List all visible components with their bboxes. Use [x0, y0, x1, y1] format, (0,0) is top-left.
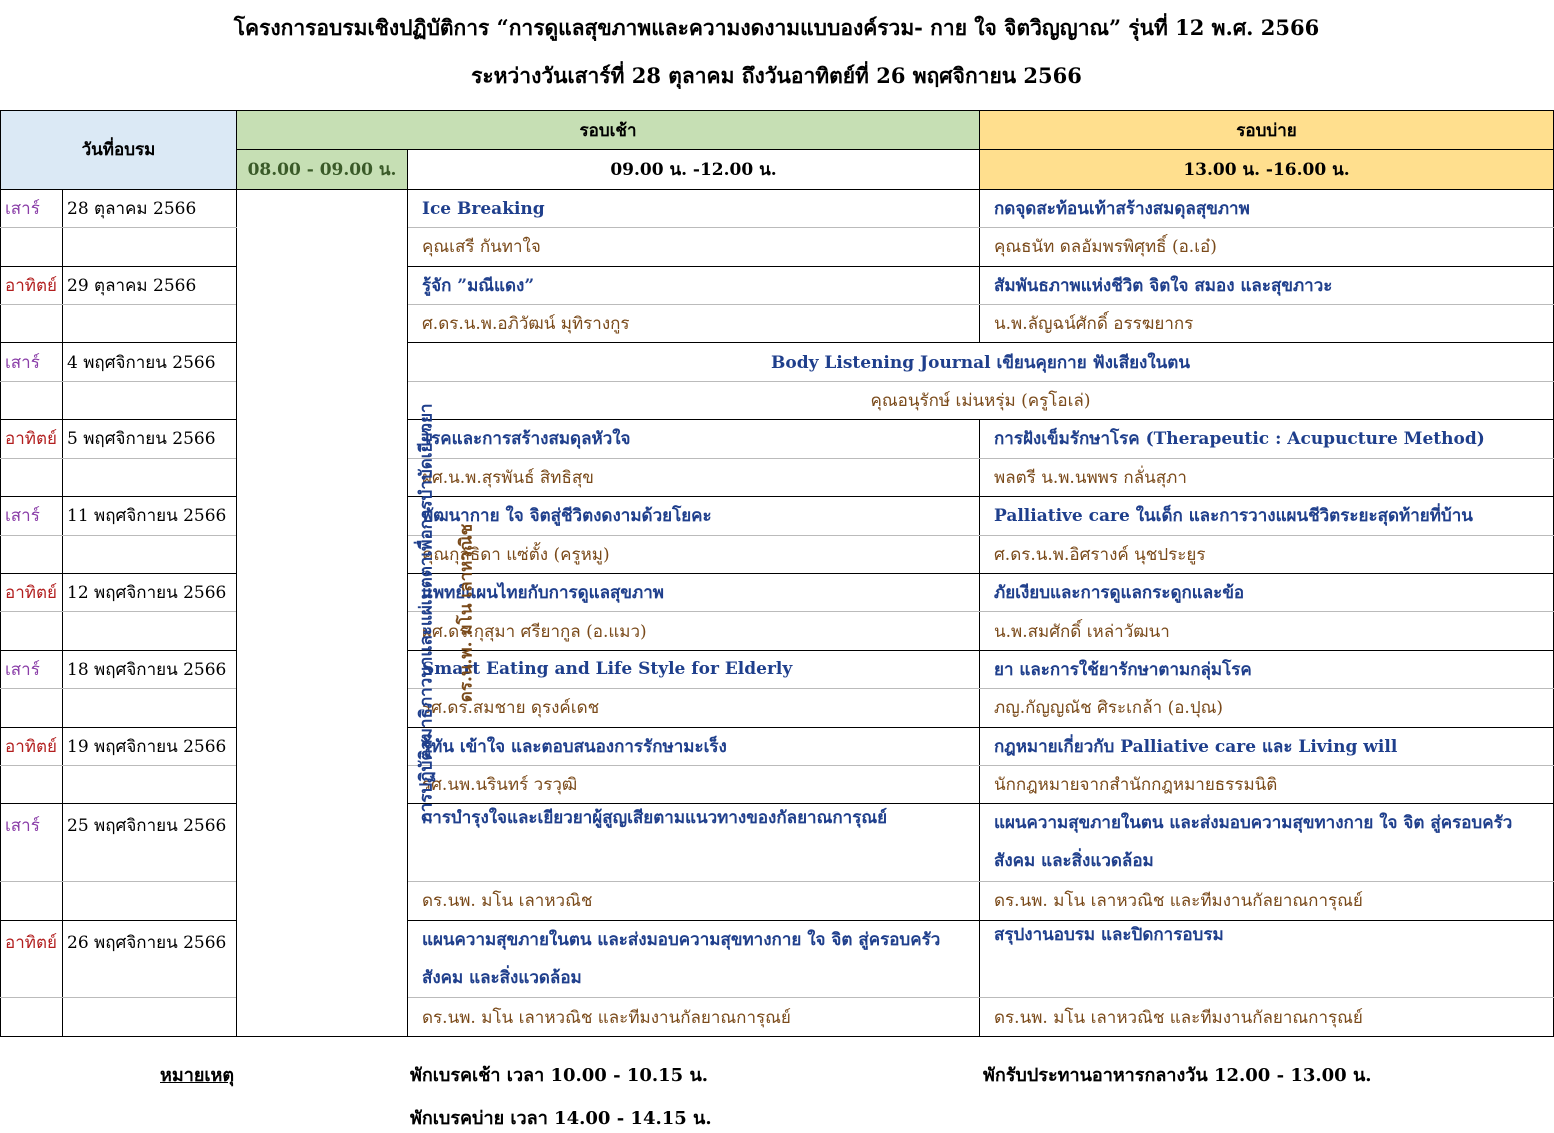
- morning-speaker: ผศ.ดร.กุสุมา ศรียากูล (อ.แมว): [408, 612, 980, 650]
- day-name: อาทิตย์: [1, 266, 63, 304]
- afternoon-speaker: คุณธนัท ดลอัมพรพิศุทธิ์ (อ.เอ๋): [980, 228, 1554, 266]
- note-break-morning: พักเบรคเช้า เวลา 10.00 - 10.15 น.: [410, 1065, 709, 1086]
- note-lunch: พักรับประทานอาหารกลางวัน 12.00 - 13.00 น.: [983, 1065, 1372, 1086]
- day-blank: [1, 998, 63, 1037]
- afternoon-topic: การฝังเข็มรักษาโรค (Therapeutic : Acupucture Method): [980, 420, 1554, 458]
- morning-topic: พัฒนากาย ใจ จิตสู่ชีวิตงดงามด้วยโยคะ: [408, 497, 980, 535]
- schedule-row: [1, 727, 1554, 765]
- afternoon-topic: สัมพันธภาพแห่งชีวิต จิตใจ สมอง และสุขภาวะ: [980, 266, 1554, 304]
- day-blank: [1, 535, 63, 573]
- morning-speaker: คุณเสรี กันทาใจ: [408, 228, 980, 266]
- day-blank: [1, 882, 63, 920]
- afternoon-topic: สรุปงานอบรม และปิดการอบรม: [980, 920, 1554, 998]
- day-date: 25 พฤศจิกายน 2566: [63, 804, 237, 882]
- header-date: วันที่อบรม: [1, 111, 237, 190]
- schedule-row-speaker: [1, 689, 1554, 727]
- meditation-leader: ดร.น.พ. มโน เลาหวณิช: [456, 523, 477, 703]
- date-blank: [63, 998, 237, 1037]
- day-name: อาทิตย์: [1, 420, 63, 458]
- schedule-row: [1, 650, 1554, 688]
- day-blank: [1, 305, 63, 343]
- afternoon-speaker: พลตรี น.พ.นพพร กลั่นสุภา: [980, 458, 1554, 496]
- schedule-row-speaker: [1, 612, 1554, 650]
- header-morning: รอบเช้า: [237, 111, 980, 150]
- day-date: 26 พฤศจิกายน 2566: [63, 920, 237, 998]
- header-slot-0900: 09.00 น. -12.00 น.: [408, 150, 980, 189]
- morning-speaker: ศ.ดร.น.พ.อภิวัฒน์ มุทิรางกูร: [408, 305, 980, 343]
- day-date: 28 ตุลาคม 2566: [63, 189, 237, 227]
- full-day-topic: Body Listening Journal เขียนคุยกาย ฟังเสียงในตน: [408, 343, 1554, 381]
- day-date: 11 พฤศจิกายน 2566: [63, 497, 237, 535]
- schedule-row-speaker: [1, 882, 1554, 920]
- day-name: อาทิตย์: [1, 573, 63, 611]
- document-subtitle: ระหว่างวันเสาร์ที่ 28 ตุลาคม ถึงวันอาทิตย์ที่ 26 พฤศจิกายน 2566: [471, 63, 1082, 88]
- day-date: 12 พฤศจิกายน 2566: [63, 573, 237, 611]
- schedule-row: [1, 920, 1554, 998]
- day-blank: [1, 381, 63, 419]
- schedule-row-speaker: [1, 765, 1554, 803]
- afternoon-topic: กดจุดสะท้อนเท้าสร้างสมดุลสุขภาพ: [980, 189, 1554, 227]
- schedule-row-speaker: [1, 535, 1554, 573]
- schedule-row-speaker: [1, 998, 1554, 1037]
- day-date: 18 พฤศจิกายน 2566: [63, 650, 237, 688]
- date-blank: [63, 612, 237, 650]
- date-blank: [63, 882, 237, 920]
- morning-topic: รู้ทัน เข้าใจ และตอบสนองการรักษามะเร็ง: [408, 727, 980, 765]
- morning-speaker: รศ.นพ.นรินทร์ วรวุฒิ: [408, 765, 980, 803]
- day-blank: [1, 765, 63, 803]
- morning-speaker: คุณกุลธิดา แซ่ตั้ง (ครูหมู): [408, 535, 980, 573]
- afternoon-speaker: นักกฎหมายจากสำนักกฎหมายธรรมนิติ: [980, 765, 1554, 803]
- header-slot-1300: 13.00 น. -16.00 น.: [980, 150, 1554, 189]
- notes-label: หมายเหตุ: [160, 1065, 235, 1086]
- day-name: เสาร์: [1, 497, 63, 535]
- schedule-row: [1, 343, 1554, 381]
- full-day-speaker: คุณอนุรักษ์ เม่นหรุ่ม (ครูโอเล่): [408, 381, 1554, 419]
- morning-topic: โรคและการสร้างสมดุลหัวใจ: [408, 420, 980, 458]
- morning-topic: Smart Eating and Life Style for Elderly: [408, 650, 980, 688]
- schedule-table: [0, 110, 1554, 1037]
- date-blank: [63, 228, 237, 266]
- meditation-title: การปฏิบัติสมาธิภาวนาและแผ่เมตตาเพื่อการบำบัดเยียวยา: [416, 403, 437, 823]
- day-name: อาทิตย์: [1, 727, 63, 765]
- afternoon-topic: ภัยเงียบและการดูแลกระดูกและข้อ: [980, 573, 1554, 611]
- afternoon-topic: แผนความสุขภายในตน และส่งมอบความสุขทางกาย ใจ จิต สู่ครอบครัว สังคม และสิ่งแวดล้อม: [980, 804, 1554, 882]
- day-name: เสาร์: [1, 343, 63, 381]
- meditation-column: [237, 189, 477, 1036]
- day-blank: [1, 458, 63, 496]
- schedule-row: [1, 266, 1554, 304]
- afternoon-topic: ยา และการใช้ยารักษาตามกลุ่มโรค: [980, 650, 1554, 688]
- day-name: อาทิตย์: [1, 920, 63, 998]
- day-date: 19 พฤศจิกายน 2566: [63, 727, 237, 765]
- document-title: โครงการอบรมเชิงปฏิบัติการ “การดูแลสุขภาพและความงดงามแบบองค์รวม- กาย ใจ จิตวิญญาณ” รุ่นที่ 12 พ.ศ. 2566: [233, 15, 1320, 40]
- afternoon-speaker: น.พ.สมศักดิ์ เหล่าวัฒนา: [980, 612, 1554, 650]
- schedule-row-speaker: [1, 381, 1554, 419]
- morning-speaker: ดร.นพ. มโน เลาหวณิช: [408, 882, 980, 920]
- day-name: เสาร์: [1, 189, 63, 227]
- afternoon-speaker: น.พ.ลัญฉน์ศักดิ์ อรรฆยากร: [980, 305, 1554, 343]
- day-blank: [1, 612, 63, 650]
- day-blank: [1, 689, 63, 727]
- schedule-row: [1, 497, 1554, 535]
- date-blank: [63, 765, 237, 803]
- afternoon-speaker: ภญ.กัญญณัช ศิระเกล้า (อ.ปุณ): [980, 689, 1554, 727]
- afternoon-speaker: ศ.ดร.น.พ.อิศรางค์ นุชประยูร: [980, 535, 1554, 573]
- morning-speaker: รศ.ดร.สมชาย ดุรงค์เดช: [408, 689, 980, 727]
- day-date: 29 ตุลาคม 2566: [63, 266, 237, 304]
- morning-topic: รู้จัก ”มณีแดง”: [408, 266, 980, 304]
- schedule-row-speaker: [1, 228, 1554, 266]
- day-date: 5 พฤศจิกายน 2566: [63, 420, 237, 458]
- morning-topic: แพทย์แผนไทยกับการดูแลสุขภาพ: [408, 573, 980, 611]
- schedule-row: [1, 420, 1554, 458]
- day-blank: [1, 228, 63, 266]
- header-slot-0800: 08.00 - 09.00 น.: [237, 150, 408, 189]
- schedule-row: [1, 804, 1554, 882]
- schedule-row: [1, 189, 1554, 227]
- afternoon-topic: กฎหมายเกี่ยวกับ Palliative care และ Living will: [980, 727, 1554, 765]
- morning-topic: การบำรุงใจและเยียวยาผู้สูญเสียตามแนวทางของกัลยาณการุณย์: [408, 804, 980, 882]
- morning-topic: Ice Breaking: [408, 189, 980, 227]
- day-name: เสาร์: [1, 650, 63, 688]
- morning-topic: แผนความสุขภายในตน และส่งมอบความสุขทางกาย ใจ จิต สู่ครอบครัว สังคม และสิ่งแวดล้อม: [408, 920, 980, 998]
- schedule-row: [1, 573, 1554, 611]
- afternoon-speaker: ดร.นพ. มโน เลาหวณิช และทีมงานกัลยาณการุณย์: [980, 998, 1554, 1037]
- day-name: เสาร์: [1, 804, 63, 882]
- note-break-afternoon: พักเบรคบ่าย เวลา 14.00 - 14.15 น.: [410, 1108, 712, 1129]
- schedule-row-speaker: [1, 305, 1554, 343]
- schedule-body: [1, 111, 1554, 1037]
- date-blank: [63, 305, 237, 343]
- date-blank: [63, 535, 237, 573]
- afternoon-topic: Palliative care ในเด็ก และการวางแผนชีวิตระยะสุดท้ายที่บ้าน: [980, 497, 1554, 535]
- morning-speaker: ผศ.น.พ.สุรพันธ์ สิทธิสุข: [408, 458, 980, 496]
- date-blank: [63, 689, 237, 727]
- day-date: 4 พฤศจิกายน 2566: [63, 343, 237, 381]
- header-afternoon: รอบบ่าย: [980, 111, 1554, 150]
- date-blank: [63, 381, 237, 419]
- schedule-row-speaker: [1, 458, 1554, 496]
- morning-speaker: ดร.นพ. มโน เลาหวณิช และทีมงานกัลยาณการุณย์: [408, 998, 980, 1037]
- date-blank: [63, 458, 237, 496]
- afternoon-speaker: ดร.นพ. มโน เลาหวณิช และทีมงานกัลยาณการุณย์: [980, 882, 1554, 920]
